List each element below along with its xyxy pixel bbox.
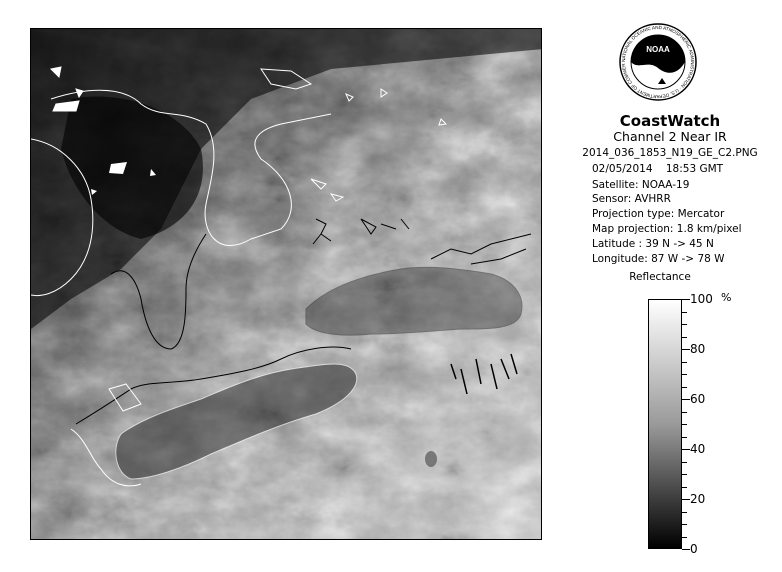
colorbar-tick bbox=[682, 512, 687, 513]
colorbar-unit: % bbox=[721, 291, 732, 304]
colorbar-tick-label: 0 bbox=[690, 542, 698, 556]
colorbar-tick bbox=[682, 412, 687, 413]
logo-text: NOAA bbox=[646, 45, 670, 54]
colorbar-tick bbox=[682, 299, 690, 300]
colorbar-tick-label: 40 bbox=[690, 442, 706, 456]
channel-subtitle: Channel 2 Near IR bbox=[613, 129, 727, 144]
colorbar-tick bbox=[682, 499, 690, 500]
colorbar-tick bbox=[682, 524, 687, 525]
colorbar-tick-label: 20 bbox=[690, 492, 706, 506]
colorbar-tick bbox=[682, 349, 690, 350]
dark-spot bbox=[425, 451, 437, 467]
colorbar-gradient bbox=[648, 299, 682, 549]
date-time: 02/05/2014 18:53 GMT bbox=[592, 163, 724, 175]
sensor-info: Sensor: AVHRR bbox=[592, 193, 671, 205]
colorbar-tick bbox=[682, 474, 687, 475]
colorbar-tick bbox=[682, 537, 687, 538]
colorbar-tick bbox=[682, 549, 690, 550]
colorbar-tick bbox=[682, 424, 687, 425]
map-canvas bbox=[31, 29, 542, 540]
projection-type: Projection type: Mercator bbox=[592, 208, 725, 220]
map-projection: Map projection: 1.8 km/pixel bbox=[592, 223, 742, 235]
colorbar-tick bbox=[682, 399, 690, 400]
noaa-logo bbox=[618, 22, 698, 102]
colorbar-tick bbox=[682, 337, 687, 338]
satellite-map bbox=[30, 28, 542, 540]
colorbar-tick bbox=[682, 449, 690, 450]
colorbar-tick-label: 60 bbox=[690, 392, 706, 406]
colorbar-label: Reflectance bbox=[629, 271, 691, 283]
product-title: CoastWatch bbox=[619, 112, 721, 130]
colorbar-tick bbox=[682, 362, 687, 363]
colorbar-tick bbox=[682, 324, 687, 325]
noaa-emblem bbox=[618, 22, 698, 102]
colorbar-tick-label: 100 bbox=[690, 292, 713, 306]
colorbar-tick bbox=[682, 374, 687, 375]
colorbar-tick bbox=[682, 487, 687, 488]
longitude-range: Longitude: 87 W -> 78 W bbox=[592, 253, 725, 265]
satellite-info: Satellite: NOAA-19 bbox=[592, 179, 690, 191]
colorbar-tick bbox=[682, 437, 687, 438]
latitude-range: Latitude : 39 N -> 45 N bbox=[592, 238, 714, 250]
colorbar-tick bbox=[682, 462, 687, 463]
colorbar-tick bbox=[682, 387, 687, 388]
colorbar-tick-label: 80 bbox=[690, 342, 706, 356]
colorbar-tick bbox=[682, 312, 687, 313]
file-name: 2014_036_1853_N19_GE_C2.PNG bbox=[582, 147, 758, 159]
logo-ring-text: NATIONAL OCEANIC AND ATMOSPHERIC ADMINISTRATION · U.S. DEPARTMENT OF COMMER bbox=[620, 24, 696, 100]
